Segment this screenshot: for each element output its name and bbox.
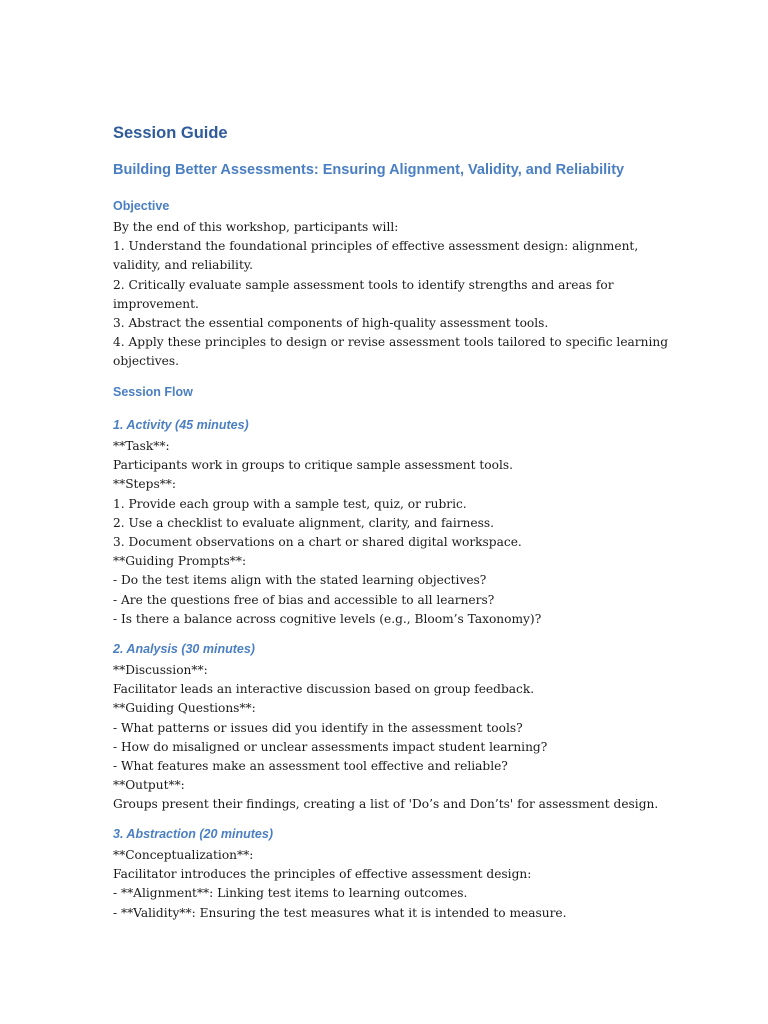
analysis-line: **Discussion**: bbox=[113, 663, 208, 677]
activity-line: - Is there a balance across cognitive levels (e.g., Bloom’s Taxonomy)? bbox=[113, 611, 542, 626]
abstraction-line: **Conceptualization**: bbox=[113, 848, 254, 862]
document-title: Session Guide bbox=[113, 124, 228, 142]
objective-line: 1. Understand the foundational principles of effective assessment design: alignment, bbox=[113, 239, 639, 254]
activity-line: **Task**: bbox=[113, 439, 170, 453]
analysis-line: - How do misaligned or unclear assessments impact student learning? bbox=[113, 739, 548, 754]
session-flow-heading: Session Flow bbox=[113, 385, 193, 399]
analysis-heading: 2. Analysis (30 minutes) bbox=[113, 642, 255, 656]
analysis-line: Facilitator leads an interactive discussion based on group feedback. bbox=[113, 682, 535, 697]
abstraction-line: - **Validity**: Ensuring the test measures what it is intended to measure. bbox=[113, 905, 567, 920]
document-subtitle: Building Better Assessments: Ensuring Alignment, Validity, and Reliability bbox=[113, 162, 625, 178]
activity-line: **Guiding Prompts**: bbox=[113, 554, 247, 569]
objective-line: objectives. bbox=[113, 354, 179, 369]
activity-heading: 1. Activity (45 minutes) bbox=[113, 418, 249, 432]
objective-line: improvement. bbox=[113, 296, 199, 311]
objective-text bbox=[113, 218, 669, 372]
abstraction-text bbox=[113, 846, 653, 923]
analysis-text bbox=[113, 661, 659, 815]
activity-line: **Steps**: bbox=[113, 477, 176, 492]
objective-line: 4. Apply these principles to design or revise assessment tools tailored to specific learning bbox=[113, 335, 669, 350]
objective-line: 2. Critically evaluate sample assessment tools to identify strengths and areas for bbox=[113, 277, 614, 292]
activity-text bbox=[113, 437, 653, 629]
analysis-line: - What patterns or issues did you identify in the assessment tools? bbox=[113, 720, 523, 735]
abstraction-heading: 3. Abstraction (20 minutes) bbox=[113, 827, 273, 841]
objective-line: validity, and reliability. bbox=[113, 258, 253, 273]
objective-line: 3. Abstract the essential components of high-quality assessment tools. bbox=[113, 316, 549, 331]
activity-line: 2. Use a checklist to evaluate alignment, clarity, and fairness. bbox=[113, 515, 494, 530]
activity-line: - Are the questions free of bias and accessible to all learners? bbox=[113, 592, 495, 607]
analysis-line: **Output**: bbox=[113, 778, 185, 793]
activity-line: 3. Document observations on a chart or shared digital workspace. bbox=[113, 535, 522, 550]
objective-heading: Objective bbox=[113, 199, 170, 213]
analysis-line: Groups present their findings, creating a list of 'Do’s and Don’ts' for assessment design. bbox=[113, 797, 659, 812]
abstraction-line: Facilitator introduces the principles of effective assessment design: bbox=[113, 867, 532, 882]
analysis-line: - What features make an assessment tool effective and reliable? bbox=[113, 759, 508, 774]
activity-line: Participants work in groups to critique sample assessment tools. bbox=[113, 458, 513, 473]
abstraction-line: - **Alignment**: Linking test items to learning outcomes. bbox=[113, 886, 468, 901]
activity-line: 1. Provide each group with a sample test, quiz, or rubric. bbox=[113, 496, 467, 511]
objective-line: By the end of this workshop, participants will: bbox=[113, 220, 399, 234]
activity-line: - Do the test items align with the stated learning objectives? bbox=[113, 573, 487, 588]
analysis-line: **Guiding Questions**: bbox=[113, 701, 256, 716]
